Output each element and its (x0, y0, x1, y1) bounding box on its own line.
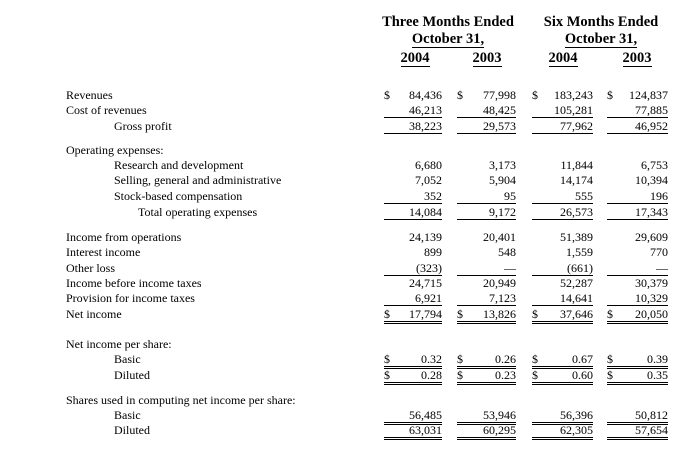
cell-shares-basic-s-2003: 50,812 (607, 408, 668, 425)
cell-eps-diluted-s-2003: $ 0.35 (607, 368, 668, 385)
row-label-shares-diluted: Diluted (114, 423, 150, 437)
header-year-2: 2003 (472, 50, 502, 66)
cell-shares-diluted-q-2004: 63,031 (384, 423, 442, 440)
cell-ops-income-s-2003: 29,609 (635, 230, 668, 244)
cell-pretax-s-2004: 52,287 (560, 276, 593, 290)
cell-revenues-s-2003: $ 124,837 (607, 88, 668, 102)
row-label-net-income-per-share: Net income per share: (66, 337, 172, 351)
row-label-shares-basic: Basic (114, 408, 141, 422)
row-label-gross-profit: Gross profit (114, 119, 172, 133)
cell-gross-q-2003: 29,573 (457, 119, 516, 134)
row-label-shares-used: Shares used in computing net income per share: (66, 393, 296, 407)
header-six-months-line2: October 31, (564, 31, 638, 47)
cell-eps-basic-s-2004: $ 0.67 (532, 352, 593, 369)
cell-shares-diluted-q-2003: 60,295 (457, 423, 516, 440)
cell-shares-basic-s-2004: 56,396 (532, 408, 593, 425)
cell-sbc-q-2004: 352 (384, 189, 442, 204)
row-label-eps-basic: Basic (114, 352, 141, 366)
cell-net-income-q-2003: $ 13,826 (457, 307, 516, 324)
row-label-net-income: Net income (66, 307, 122, 321)
cell-interest-s-2003: 770 (650, 245, 668, 259)
row-label-operating-expenses: Operating expenses: (66, 143, 164, 157)
cell-eps-diluted-s-2004: $ 0.60 (532, 368, 593, 385)
cell-gross-s-2003: 46,952 (607, 119, 668, 134)
cell-shares-diluted-s-2004: 62,305 (532, 423, 593, 440)
cell-eps-basic-s-2003: $ 0.39 (607, 352, 668, 369)
cell-sga-s-2003: 10,394 (635, 173, 668, 187)
cell-eps-basic-q-2003: $ 0.26 (457, 352, 516, 369)
cell-sbc-s-2004: 555 (532, 189, 593, 204)
row-label-eps-diluted: Diluted (114, 368, 150, 382)
cell-net-income-s-2003: $ 20,050 (607, 307, 668, 324)
row-label-other-loss: Other loss (66, 261, 115, 275)
cell-interest-q-2004: 899 (424, 245, 442, 259)
cell-shares-diluted-s-2003: 57,654 (607, 423, 668, 440)
cell-eps-diluted-q-2004: $ 0.28 (384, 368, 442, 385)
row-label-income-before-taxes: Income before income taxes (66, 276, 202, 290)
cell-total-opex-q-2004: 14,084 (384, 205, 442, 220)
header-three-months-line1: Three Months Ended (382, 14, 514, 30)
cell-rd-q-2003: 3,173 (489, 158, 516, 172)
row-label-sga: Selling, general and administrative (114, 173, 282, 187)
row-label-research-development: Research and development (114, 158, 244, 172)
cell-other-loss-q-2004: (323) (384, 261, 442, 276)
cell-interest-q-2003: 548 (498, 245, 516, 259)
cell-revenues-s-2004: $ 183,243 (532, 88, 593, 102)
row-label-cost-of-revenues: Cost of revenues (66, 103, 147, 117)
header-six-months-line1: Six Months Ended (543, 14, 659, 30)
row-label-income-from-operations: Income from operations (66, 230, 182, 244)
cell-ops-income-s-2004: 51,389 (560, 230, 593, 244)
cell-pretax-s-2003: 30,379 (635, 276, 668, 290)
cell-interest-s-2004: 1,559 (566, 245, 593, 259)
row-label-provision-for-taxes: Provision for income taxes (66, 291, 195, 305)
row-label-stock-based-compensation: Stock-based compensation (114, 189, 243, 203)
cell-other-loss-s-2003: — (607, 261, 668, 276)
row-label-total-operating-expenses: Total operating expenses (138, 205, 258, 219)
cell-sga-q-2004: 7,052 (415, 173, 442, 187)
cell-rd-s-2004: 11,844 (560, 158, 593, 172)
cell-net-income-s-2004: $ 37,646 (532, 307, 593, 324)
cell-revenues-q-2004: $ 84,436 (384, 88, 442, 102)
cell-rd-s-2003: 6,753 (641, 158, 668, 172)
cell-cost-q-2003: 48,425 (457, 103, 516, 118)
row-label-revenues: Revenues (66, 88, 113, 102)
cell-cost-s-2003: 77,885 (607, 103, 668, 118)
cell-sga-q-2003: 5,904 (489, 173, 516, 187)
cell-ops-income-q-2004: 24,139 (409, 230, 442, 244)
cell-revenues-q-2003: $ 77,998 (457, 88, 516, 102)
cell-net-income-q-2004: $ 17,794 (384, 307, 442, 324)
cell-total-opex-s-2003: 17,343 (607, 205, 668, 220)
cell-tax-q-2003: 7,123 (457, 291, 516, 306)
cell-shares-basic-q-2004: 56,485 (384, 408, 442, 425)
cell-sga-s-2004: 14,174 (560, 173, 593, 187)
header-year-3: 2004 (548, 50, 578, 66)
cell-sbc-q-2003: 95 (457, 189, 516, 204)
cell-ops-income-q-2003: 20,401 (483, 230, 516, 244)
cell-total-opex-q-2003: 9,172 (457, 205, 516, 220)
header-year-4: 2003 (622, 50, 652, 66)
cell-tax-q-2004: 6,921 (384, 291, 442, 306)
cell-other-loss-s-2004: (661) (532, 261, 593, 276)
cell-eps-diluted-q-2003: $ 0.23 (457, 368, 516, 385)
cell-shares-basic-q-2003: 53,946 (457, 408, 516, 425)
cell-gross-q-2004: 38,223 (384, 119, 442, 134)
cell-pretax-q-2003: 20,949 (483, 276, 516, 290)
cell-tax-s-2003: 10,329 (607, 291, 668, 306)
cell-total-opex-s-2004: 26,573 (532, 205, 593, 220)
cell-eps-basic-q-2004: $ 0.32 (384, 352, 442, 369)
cell-sbc-s-2003: 196 (607, 189, 668, 204)
row-label-interest-income: Interest income (66, 245, 141, 259)
cell-rd-q-2004: 6,680 (415, 158, 442, 172)
header-three-months-line2: October 31, (411, 31, 485, 47)
cell-tax-s-2004: 14,641 (532, 291, 593, 306)
cell-cost-s-2004: 105,281 (532, 103, 593, 118)
cell-other-loss-q-2003: — (457, 261, 516, 276)
cell-gross-s-2004: 77,962 (532, 119, 593, 134)
header-year-1: 2004 (400, 50, 430, 66)
cell-pretax-q-2004: 24,715 (409, 276, 442, 290)
cell-cost-q-2004: 46,213 (384, 103, 442, 118)
